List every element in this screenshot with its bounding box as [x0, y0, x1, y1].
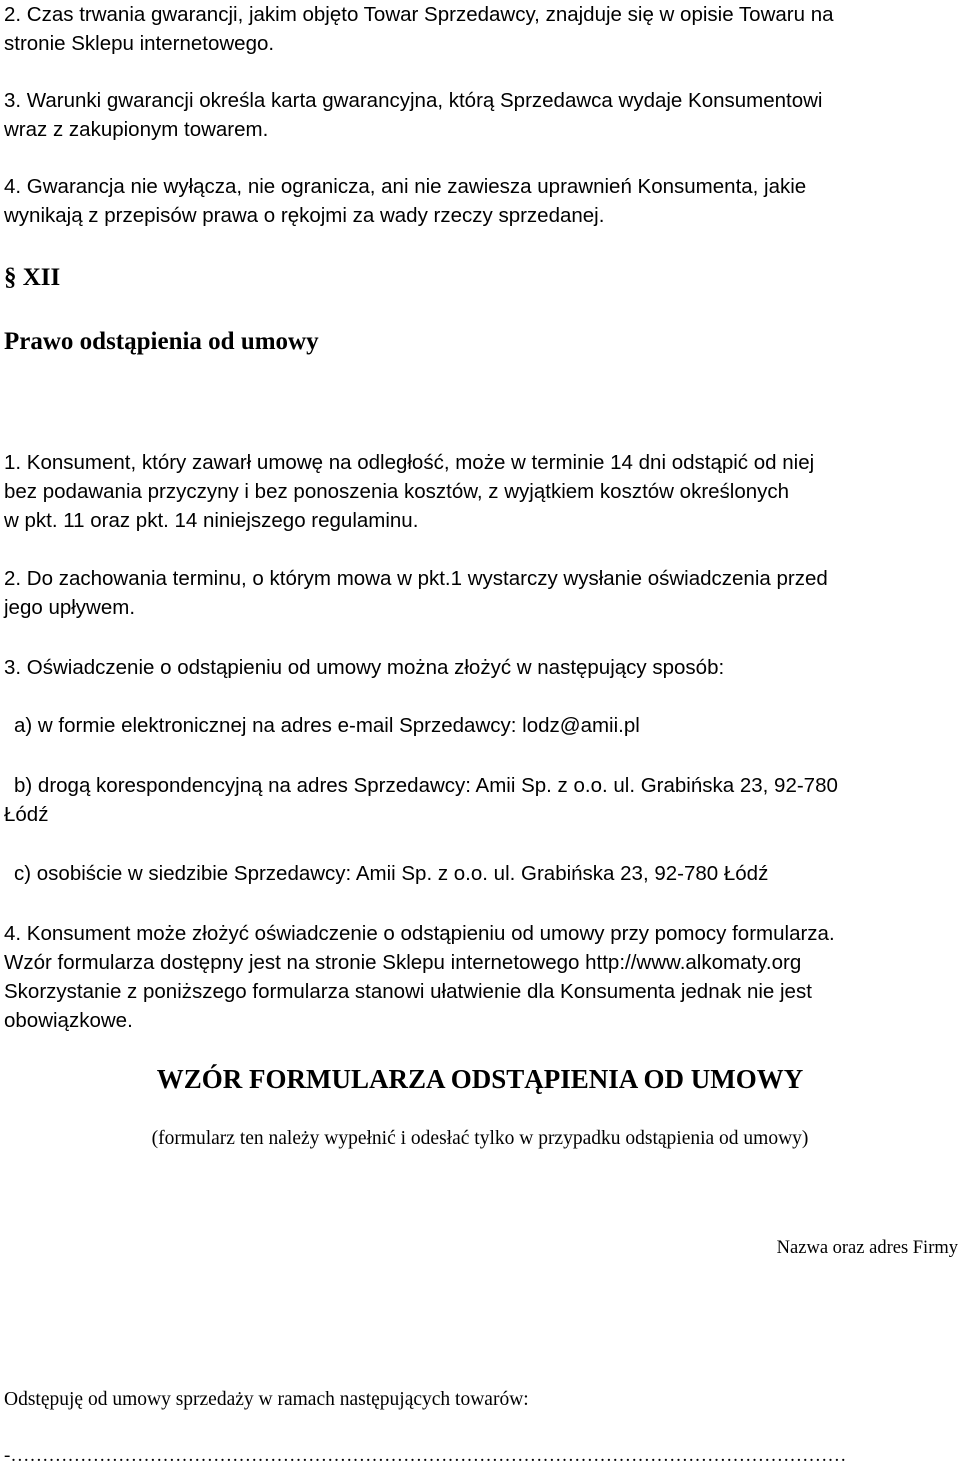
text-line: 2. Czas trwania gwarancji, jakim objęto Towar Sprzedawcy, znajduje się w opisie Towaru na: [4, 3, 834, 26]
firm-label: Nazwa oraz adres Firmy: [776, 1238, 958, 1258]
text-line: Wzór formularza dostępny jest na stronie Sklepu internetowego http://www.alkomaty.org: [4, 951, 802, 974]
text-line: Łódź: [4, 803, 49, 826]
section-title: Prawo odstąpienia od umowy: [4, 328, 319, 355]
text-line: 2. Do zachowania terminu, o którym mowa w pkt.1 wystarczy wysłanie oświadczenia przed: [4, 567, 828, 590]
form-subtitle: (formularz ten należy wypełnić i odesłać tylko w przypadku odstąpienia od umowy): [151, 1128, 809, 1149]
text-line: 4. Gwarancja nie wyłącza, nie ogranicza, ani nie zawiesza uprawnień Konsumenta, jakie: [4, 175, 807, 198]
text-line: w pkt. 11 oraz pkt. 14 niniejszego regulaminu.: [4, 509, 419, 532]
text-line: Skorzystanie z poniższego formularza stanowi ułatwienie dla Konsumenta jednak nie jest: [4, 980, 812, 1003]
text-line: stronie Sklepu internetowego.: [4, 32, 275, 55]
fill-in-line: -……………………………………………………………………………………………………………………: [4, 1445, 847, 1466]
withdrawal-option-c: c) osobiście w siedzibie Sprzedawcy: Amii Sp. z o.o. ul. Grabińska 23, 92-780 Łódź: [14, 862, 769, 885]
withdrawal-item-3: 3. Oświadczenie o odstąpieniu od umowy można złożyć w następujący sposób:: [4, 656, 725, 679]
text-line: jego upływem.: [4, 596, 136, 619]
text-line: 1. Konsument, który zawarł umowę na odległość, może w terminie 14 dni odstąpić od niej: [4, 451, 815, 474]
declaration-text: Odstępuję od umowy sprzedaży w ramach następujących towarów:: [4, 1389, 529, 1410]
text-line: wraz z zakupionym towarem.: [4, 118, 269, 141]
text-line: bez podawania przyczyny i bez ponoszenia kosztów, z wyjątkiem kosztów określonych: [4, 480, 790, 503]
text-line: 3. Warunki gwarancji określa karta gwarancyjna, którą Sprzedawca wydaje Konsumentowi: [4, 89, 823, 112]
withdrawal-option-a: a) w formie elektronicznej na adres e-mail Sprzedawcy: lodz@amii.pl: [14, 714, 640, 737]
text-line: 4. Konsument może złożyć oświadczenie o odstąpieniu od umowy przy pomocy formularza.: [4, 922, 835, 945]
text-line: b) drogą korespondencyjną na adres Sprzedawcy: Amii Sp. z o.o. ul. Grabińska 23, 92-780: [14, 774, 838, 797]
text-line: wynikają z przepisów prawa o rękojmi za wady rzeczy sprzedanej.: [4, 204, 605, 227]
section-number: § XII: [4, 264, 61, 291]
form-title: WZÓR FORMULARZA ODSTĄPIENIA OD UMOWY: [156, 1064, 804, 1094]
text-line: obowiązkowe.: [4, 1009, 133, 1032]
